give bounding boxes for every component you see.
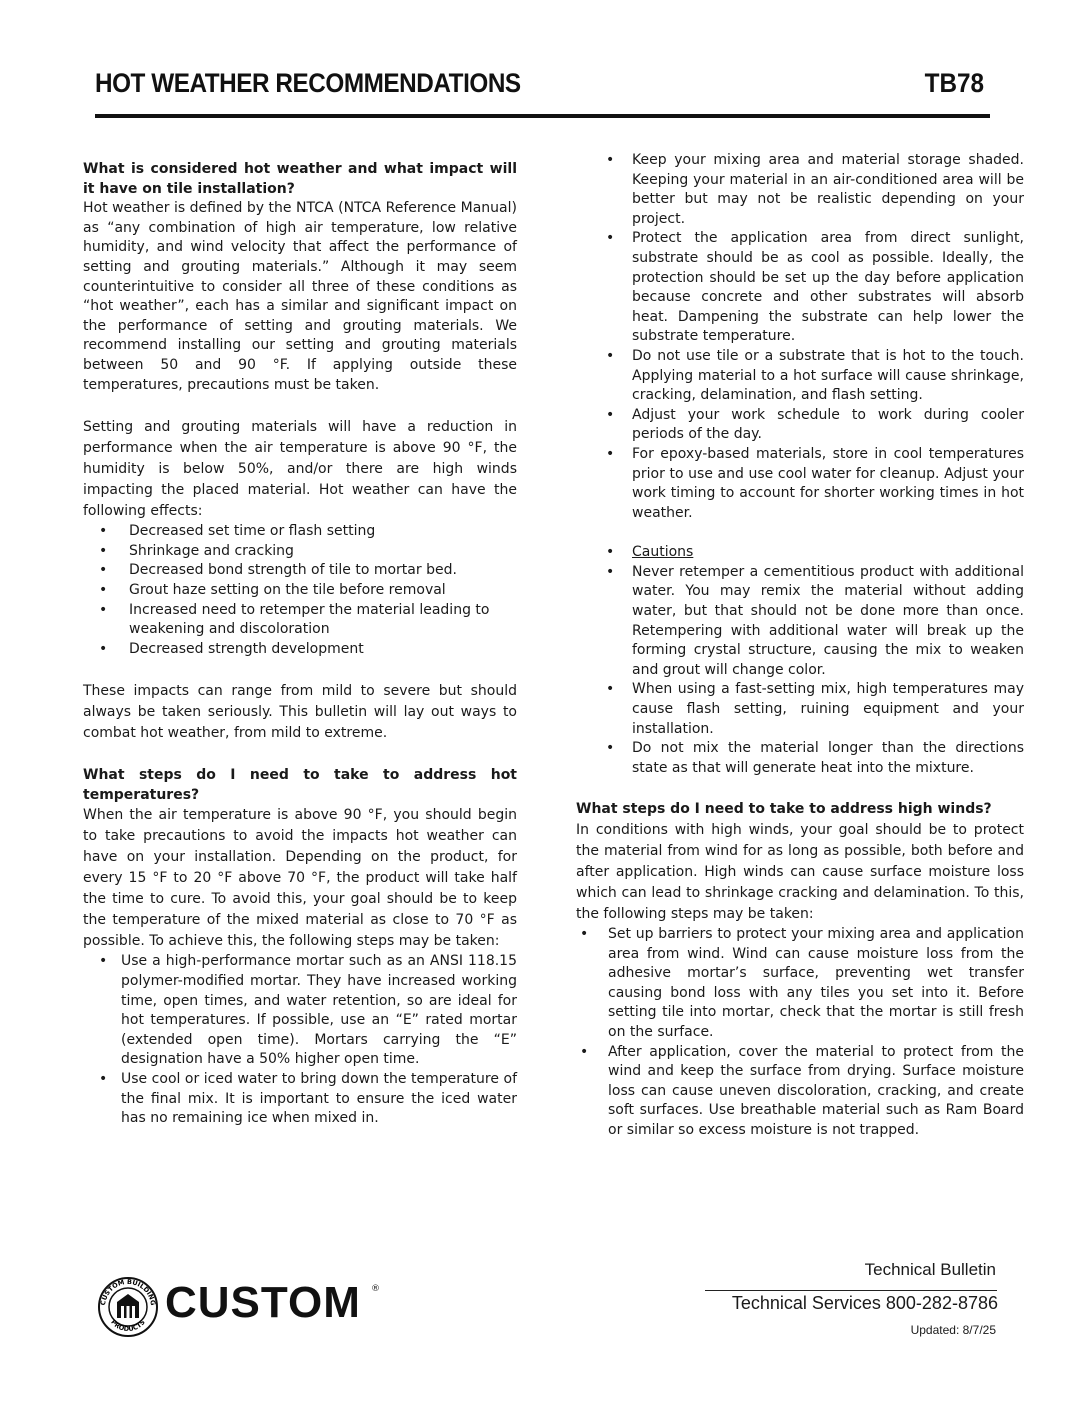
paragraph-performance: Setting and grouting materials will have a reduction in performance when the air temperature is above 90 °F, the humidity is below 50%, and/or there are high winds impacting the placed material. Hot weather can have the following effects: <box>83 419 517 520</box>
registered-mark: ® <box>371 1284 380 1294</box>
list-item: • Do not use tile or a substrate that is hot to the touch. Applying material to a hot surface will cause shrinkage, cracking, delamination, and flash setting. <box>576 347 1024 406</box>
list-item: • Never retemper a cementitious product with additional water. You may remix the material without adding water, but that should not be done more than once. Retempering with additional water will break up the forming crystal structure, causing the mix to weaken and grout will change color. <box>576 563 1024 681</box>
question-hot-weather: What is considered hot weather and what impact will it have on tile installation? <box>83 161 517 197</box>
list-item: • Do not mix the material longer than the directions state as that will generate heat into the mixture. <box>576 739 1024 778</box>
page-title: HOT WEATHER RECOMMENDATIONS <box>95 68 521 98</box>
technical-services-phone: Technical Services 800-282-8786 <box>731 1293 998 1313</box>
svg-text:CUSTOM BUILDING: CUSTOM BUILDING <box>98 1277 158 1306</box>
right-column <box>576 151 1024 1141</box>
bulletin-code: TB78 <box>924 68 984 98</box>
paragraph-winds: In conditions with high winds, your goal should be to protect the material from wind for as long as possible, both before and after application. High winds can cause surface moisture loss which can lead to shrinkage cracking and delamination. To this, the following steps may be taken: <box>576 822 1024 922</box>
paragraph-definition: Hot weather is defined by the NTCA (NTCA Reference Manual) as “any combination of high air temperature, low relative humidity, and wind velocity that affect the performance of setting and grouting materials.” Although it may seem counterintuitive to consider all three of these conditions as “hot weather”, each has a similar and significant impact on the performance of setting and grouting materials. We recommend installing our setting and grouting materials between 50 and 90 °F. If applying outside these temperatures, precautions must be taken. <box>83 200 517 393</box>
left-column <box>83 160 517 1129</box>
footer-divider <box>705 1290 997 1291</box>
question-hot-temperatures: What steps do I need to take to address hot temperatures? <box>83 767 517 803</box>
list-item: • Shrinkage and cracking <box>83 542 517 562</box>
list-item: • Grout haze setting on the tile before removal <box>83 581 517 601</box>
list-item: • Keep your mixing area and material storage shaded. Keeping your material in an air-conditioned area will be better but may not be realistic depending on your project. <box>576 151 1024 229</box>
list-item: • Protect the application area from direct sunlight, substrate should be as cool as possible. Ideally, the protection should be set up the day before application because concrete and other substrates will absorb heat. Dampening the substrate can help lower the substrate temperature. <box>576 229 1024 347</box>
effects-list <box>83 522 517 659</box>
list-item: • Decreased strength development <box>83 640 517 660</box>
list-item: • Increased need to retemper the material leading to weakening and discoloration <box>83 601 517 640</box>
page-header <box>95 62 990 118</box>
seal-icon <box>97 1276 159 1338</box>
list-item: • Use cool or iced water to bring down the temperature of the final mix. It is important to ensure the iced water has no remaining ice when mixed in. <box>83 1070 517 1129</box>
list-item: • Decreased bond strength of tile to mortar bed. <box>83 561 517 581</box>
paragraph-impacts: These impacts can range from mild to severe but should always be taken seriously. This bulletin will lay out ways to combat hot weather, from mild to extreme. <box>83 683 517 742</box>
steps-list <box>83 952 517 1128</box>
svg-text:PRODUCTS: PRODUCTS <box>109 1318 147 1334</box>
list-item: • Decreased set time or flash setting <box>83 522 517 542</box>
custom-logo <box>97 1276 387 1342</box>
cautions-heading: • Cautions <box>576 543 1024 563</box>
cautions-list <box>576 543 1024 778</box>
precautions-list <box>576 151 1024 523</box>
updated-date: Updated: 8/7/25 <box>910 1323 996 1337</box>
question-high-winds: What steps do I need to take to address high winds? <box>576 801 992 818</box>
paragraph-steps: When the air temperature is above 90 °F, you should begin to take precautions to avoid the impacts hot weather can have on your installation. Depending on the product, for every 15 °F to 20 °F above 70 °F, the product will take half the time to cure. To avoid this, your goal should be to keep the temperature of the mixed material as close to 70 °F as possible. To achieve this, the following steps may be taken: <box>83 807 517 950</box>
list-item: • Adjust your work schedule to work during cooler periods of the day. <box>576 406 1024 445</box>
list-item: • After application, cover the material to protect from the wind and keep the surface from drying. Surface moisture loss can cause uneven discoloration, cracking, and create soft surfaces. Use breathable material such as Ram Board or similar so excess moisture is not trapped. <box>576 1043 1024 1141</box>
list-item: • Set up barriers to protect your mixing area and application area from wind. Wind can cause moisture loss from the adhesive mortar’s surface, preventing wet transfer causing bond loss with any tiles you set into it. Before setting tile into mortar, check that the mortar is still fresh on the surface. <box>576 925 1024 1043</box>
wind-steps-list <box>576 925 1024 1141</box>
technical-bulletin-label: Technical Bulletin <box>864 1260 996 1279</box>
list-item: • For epoxy-based materials, store in cool temperatures prior to use and use cool water for cleanup. Adjust your work timing to account for shorter working times in hot weather. <box>576 445 1024 523</box>
brand-name: CUSTOM <box>165 1278 361 1327</box>
list-item: • When using a fast-setting mix, high temperatures may cause flash setting, ruining equipment and your installation. <box>576 680 1024 739</box>
list-item: • Use a high-performance mortar such as an ANSI 118.15 polymer-modified mortar. They have increased working time, open times, and water retention, so are ideal for hot temperatures. If possible, use an “E” rated mortar (extended open time). Mortars carrying the “E” designation have a 50% higher open time. <box>83 952 517 1070</box>
